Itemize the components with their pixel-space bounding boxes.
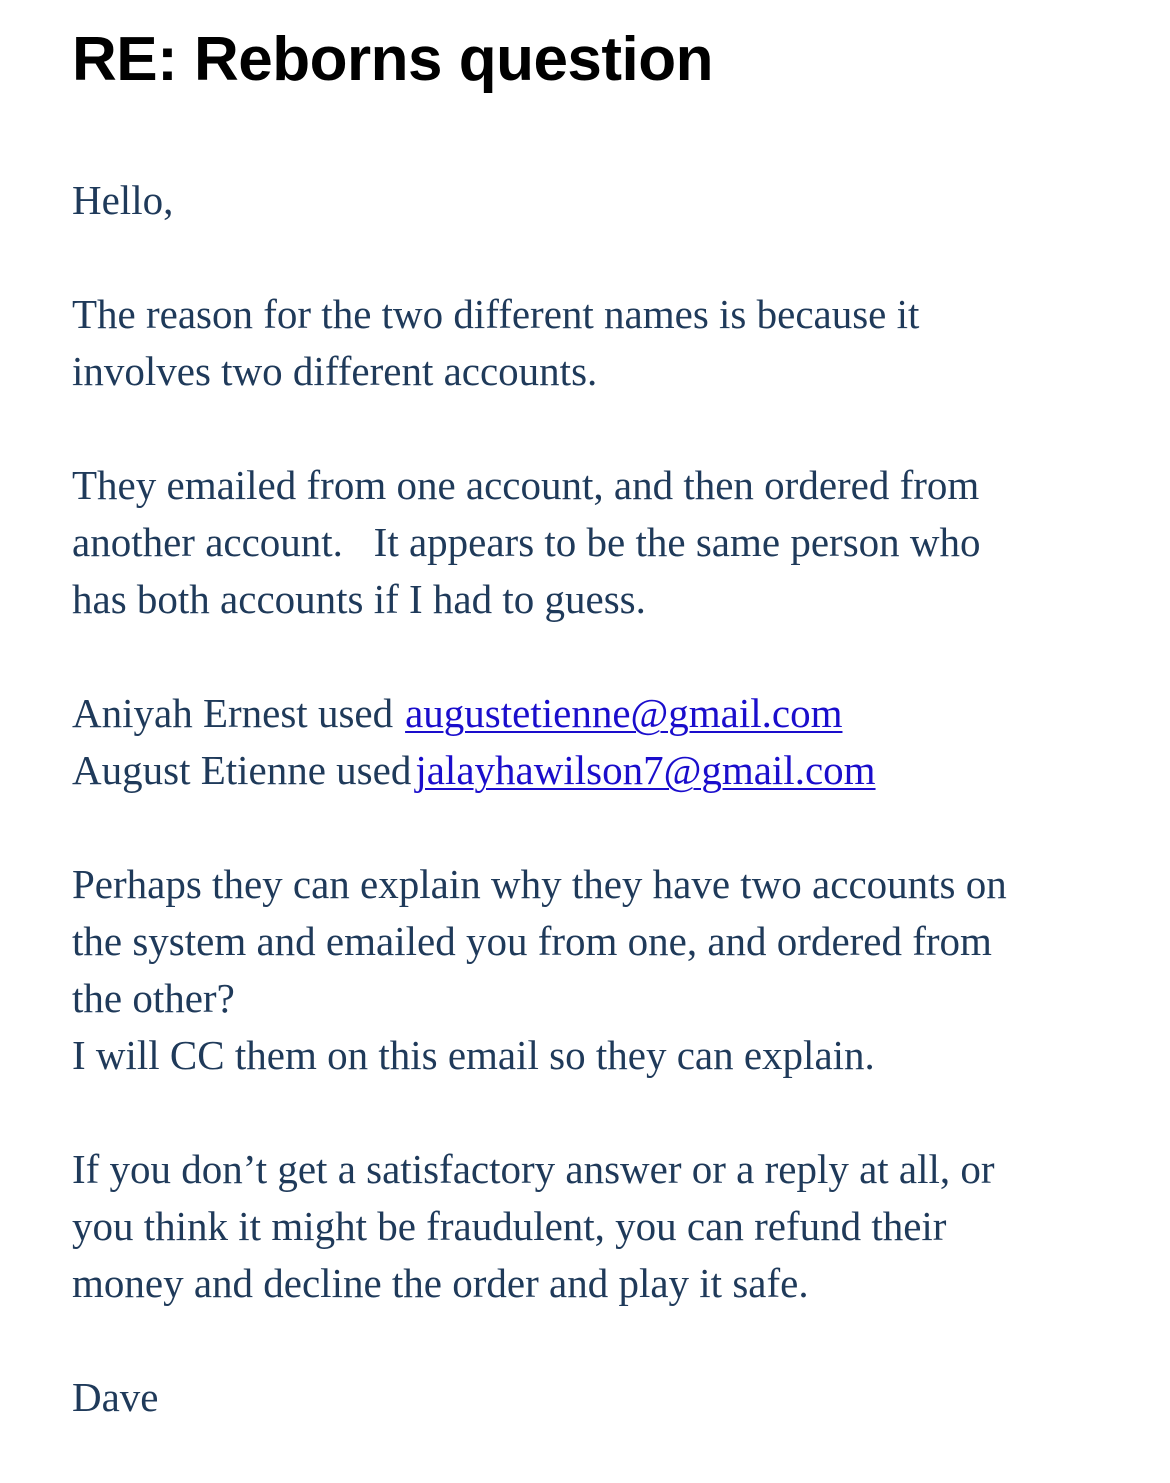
email-link-jalayhawilson7[interactable]: jalayhawilson7@gmail.com (415, 747, 876, 793)
accounts-list (72, 685, 1132, 799)
paragraph-line: the system and emailed you from one, and ordered from (72, 918, 992, 964)
paragraph-refund-advice (72, 1141, 1132, 1312)
account-row (72, 742, 1132, 799)
paragraph-two-accounts (72, 457, 1132, 628)
email-body (72, 172, 1132, 1483)
paragraph-line: money and decline the order and play it safe. (72, 1260, 809, 1306)
paragraph-line: another account. It appears to be the same person who (72, 519, 981, 565)
paragraph-line: The reason for the two different names is because it (72, 291, 920, 337)
signature (72, 1369, 1132, 1426)
signature-name: Dave (72, 1374, 159, 1420)
paragraph-explain-request (72, 856, 1132, 1084)
account-row (72, 685, 1132, 742)
paragraph-line: They emailed from one account, and then ordered from (72, 462, 980, 508)
account-name: Aniyah Ernest used (72, 690, 394, 736)
paragraph-line: I will CC them on this email so they can explain. (72, 1032, 875, 1078)
paragraph-names-explanation (72, 286, 1132, 400)
paragraph-line: you think it might be fraudulent, you can refund their (72, 1203, 947, 1249)
greeting-text: Hello, (72, 177, 174, 223)
email-link-augustetienne[interactable]: augustetienne@gmail.com (405, 690, 843, 736)
paragraph-line: Perhaps they can explain why they have two accounts on (72, 861, 1007, 907)
account-name: August Etienne used (72, 747, 412, 793)
paragraph-line: the other? (72, 975, 235, 1021)
paragraph-line: If you don’t get a satisfactory answer or a reply at all, or (72, 1146, 995, 1192)
paragraph-line: has both accounts if I had to guess. (72, 576, 646, 622)
paragraph-line: involves two different accounts. (72, 348, 598, 394)
email-subject: RE: Reborns question (72, 25, 714, 94)
greeting (72, 172, 1132, 229)
